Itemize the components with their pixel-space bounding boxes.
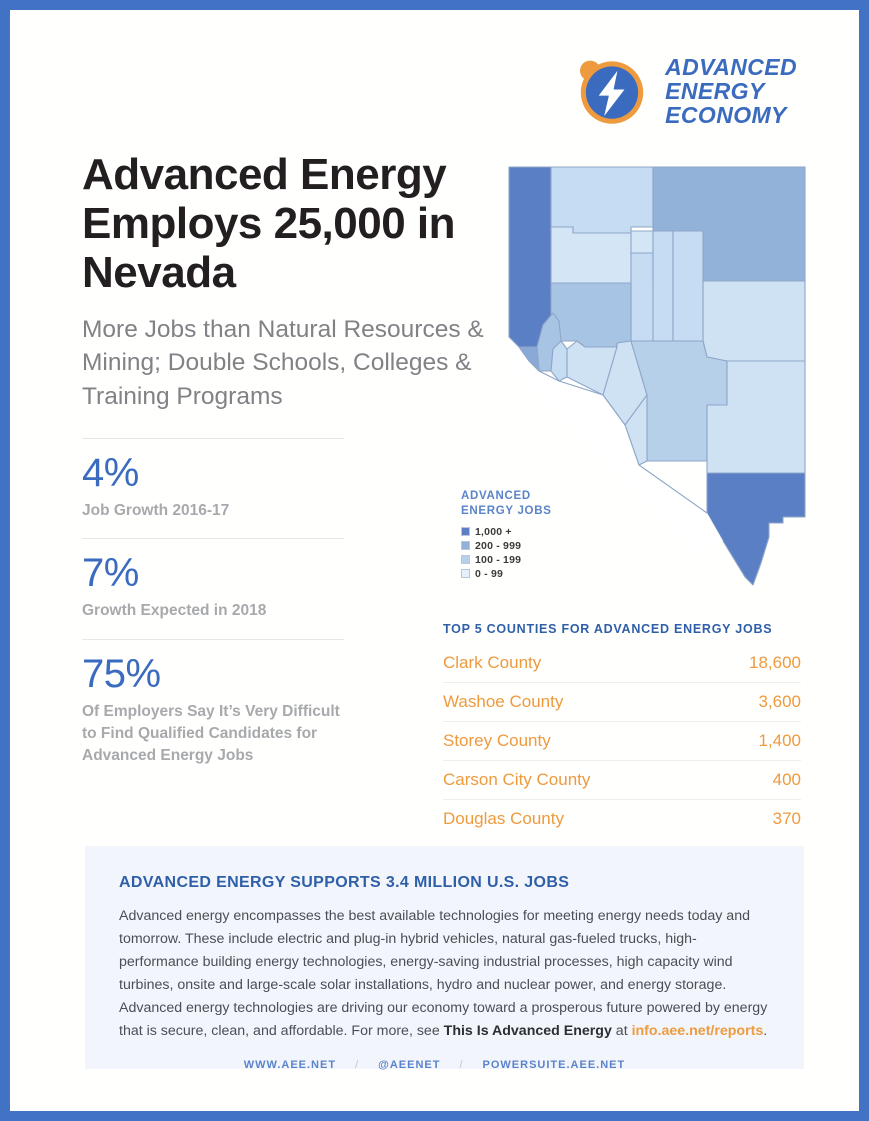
county-white-pine bbox=[703, 281, 805, 361]
county-name: Washoe County bbox=[443, 692, 564, 711]
county-jobs: 3,600 bbox=[758, 692, 801, 711]
stats-list bbox=[82, 438, 344, 768]
callout-title: ADVANCED ENERGY SUPPORTS 3.4 MILLION U.S. JOBS bbox=[119, 874, 570, 891]
top-counties-table bbox=[443, 622, 801, 829]
legend-title bbox=[461, 489, 601, 520]
table-row bbox=[443, 692, 801, 722]
logo-wordmark bbox=[665, 55, 797, 127]
stat-value: 4% bbox=[82, 451, 139, 495]
county-jobs: 1,400 bbox=[758, 731, 801, 750]
county-churchill bbox=[551, 283, 631, 347]
footer-link-website[interactable]: WWW.AEE.NET bbox=[243, 1059, 337, 1071]
legend-swatch-icon bbox=[461, 527, 470, 536]
stat-label: Job Growth 2016-17 bbox=[82, 502, 230, 519]
footer-link-twitter[interactable]: @AEENET bbox=[378, 1059, 441, 1071]
logo-line-1: ADVANCED bbox=[665, 53, 797, 80]
stat-item bbox=[82, 538, 344, 622]
stat-item bbox=[82, 438, 344, 522]
callout-report-link[interactable]: info.aee.net/reports bbox=[631, 1023, 764, 1039]
poster-sheet bbox=[10, 10, 859, 1111]
page-title: Advanced Energy Employs 25,000 in Nevada bbox=[82, 150, 456, 297]
logo-line-3: ECONOMY bbox=[665, 102, 787, 129]
county-name: Douglas County bbox=[443, 809, 564, 828]
county-jobs: 18,600 bbox=[749, 653, 801, 672]
legend-item bbox=[461, 554, 601, 566]
table-row bbox=[443, 770, 801, 800]
legend-swatch-icon bbox=[461, 555, 470, 564]
callout-body bbox=[119, 905, 774, 1043]
legend-title-line-2: ENERGY JOBS bbox=[461, 505, 552, 518]
footer bbox=[10, 1059, 859, 1071]
footer-separator: / bbox=[355, 1059, 360, 1071]
legend-item bbox=[461, 568, 601, 580]
footer-link-powersuite[interactable]: POWERSUITE.AEE.NET bbox=[482, 1059, 626, 1071]
map-legend bbox=[461, 489, 601, 582]
county-lander-north bbox=[631, 231, 653, 253]
page-subtitle: More Jobs than Natural Resources & Mining; Double Schools, Colleges & Training Programs bbox=[82, 316, 484, 410]
legend-item bbox=[461, 540, 601, 552]
county-clark bbox=[707, 473, 805, 585]
county-name: Carson City County bbox=[443, 770, 591, 789]
logo-line-2: ENERGY bbox=[665, 77, 765, 104]
callout-report-name: This Is Advanced Energy bbox=[443, 1023, 612, 1039]
table-title: TOP 5 COUNTIES FOR ADVANCED ENERGY JOBS bbox=[443, 622, 773, 636]
callout-body-end: . bbox=[763, 1023, 768, 1039]
county-eureka bbox=[653, 231, 673, 341]
stat-value: 7% bbox=[82, 551, 139, 596]
legend-item bbox=[461, 526, 601, 538]
county-eureka-east bbox=[673, 231, 703, 341]
county-name: Clark County bbox=[443, 653, 542, 672]
callout-body-mid: at bbox=[611, 1023, 632, 1039]
footer-separator: / bbox=[459, 1059, 464, 1071]
legend-label: 1,000 + bbox=[475, 525, 512, 538]
legend-label: 0 - 99 bbox=[475, 567, 504, 580]
lightning-bolt-circle-icon bbox=[573, 52, 651, 130]
legend-label: 100 - 199 bbox=[475, 553, 522, 566]
county-humboldt bbox=[551, 167, 653, 233]
stat-item bbox=[82, 639, 344, 768]
table-row bbox=[443, 653, 801, 683]
table-row bbox=[443, 731, 801, 761]
stat-value: 75% bbox=[82, 651, 161, 696]
stat-label: Growth Expected in 2018 bbox=[82, 602, 267, 620]
legend-swatch-icon bbox=[461, 541, 470, 550]
county-jobs: 370 bbox=[772, 809, 801, 828]
county-washoe bbox=[509, 167, 553, 347]
county-name: Storey County bbox=[443, 731, 551, 750]
stat-label: Of Employers Say It’s Very Difficult to Find Qualified Candidates for Advanced Energy Jobs bbox=[82, 702, 340, 765]
table-row bbox=[443, 809, 801, 829]
callout-body-text: Advanced energy encompasses the best available technologies for meeting energy needs today and tomorrow. These include electric and plug-in hybrid vehicles, natural gas-fueled trucks, high-performance building energy technologies, energy-saving industrial processes, high capacity wind turbines, onsite and large-scale solar installations, hydro and nuclear power, and energy storage. Advanced energy technologies are driving our economy toward a prosperous future powered by energy that is secure, clean, and affordable. For more, see bbox=[119, 908, 768, 1039]
callout-box bbox=[85, 846, 804, 1069]
legend-title-line-1: ADVANCED bbox=[461, 490, 531, 502]
county-jobs: 400 bbox=[772, 770, 801, 789]
legend-swatch-icon bbox=[461, 569, 470, 578]
legend-label: 200 - 999 bbox=[475, 539, 522, 552]
logo bbox=[573, 52, 797, 130]
